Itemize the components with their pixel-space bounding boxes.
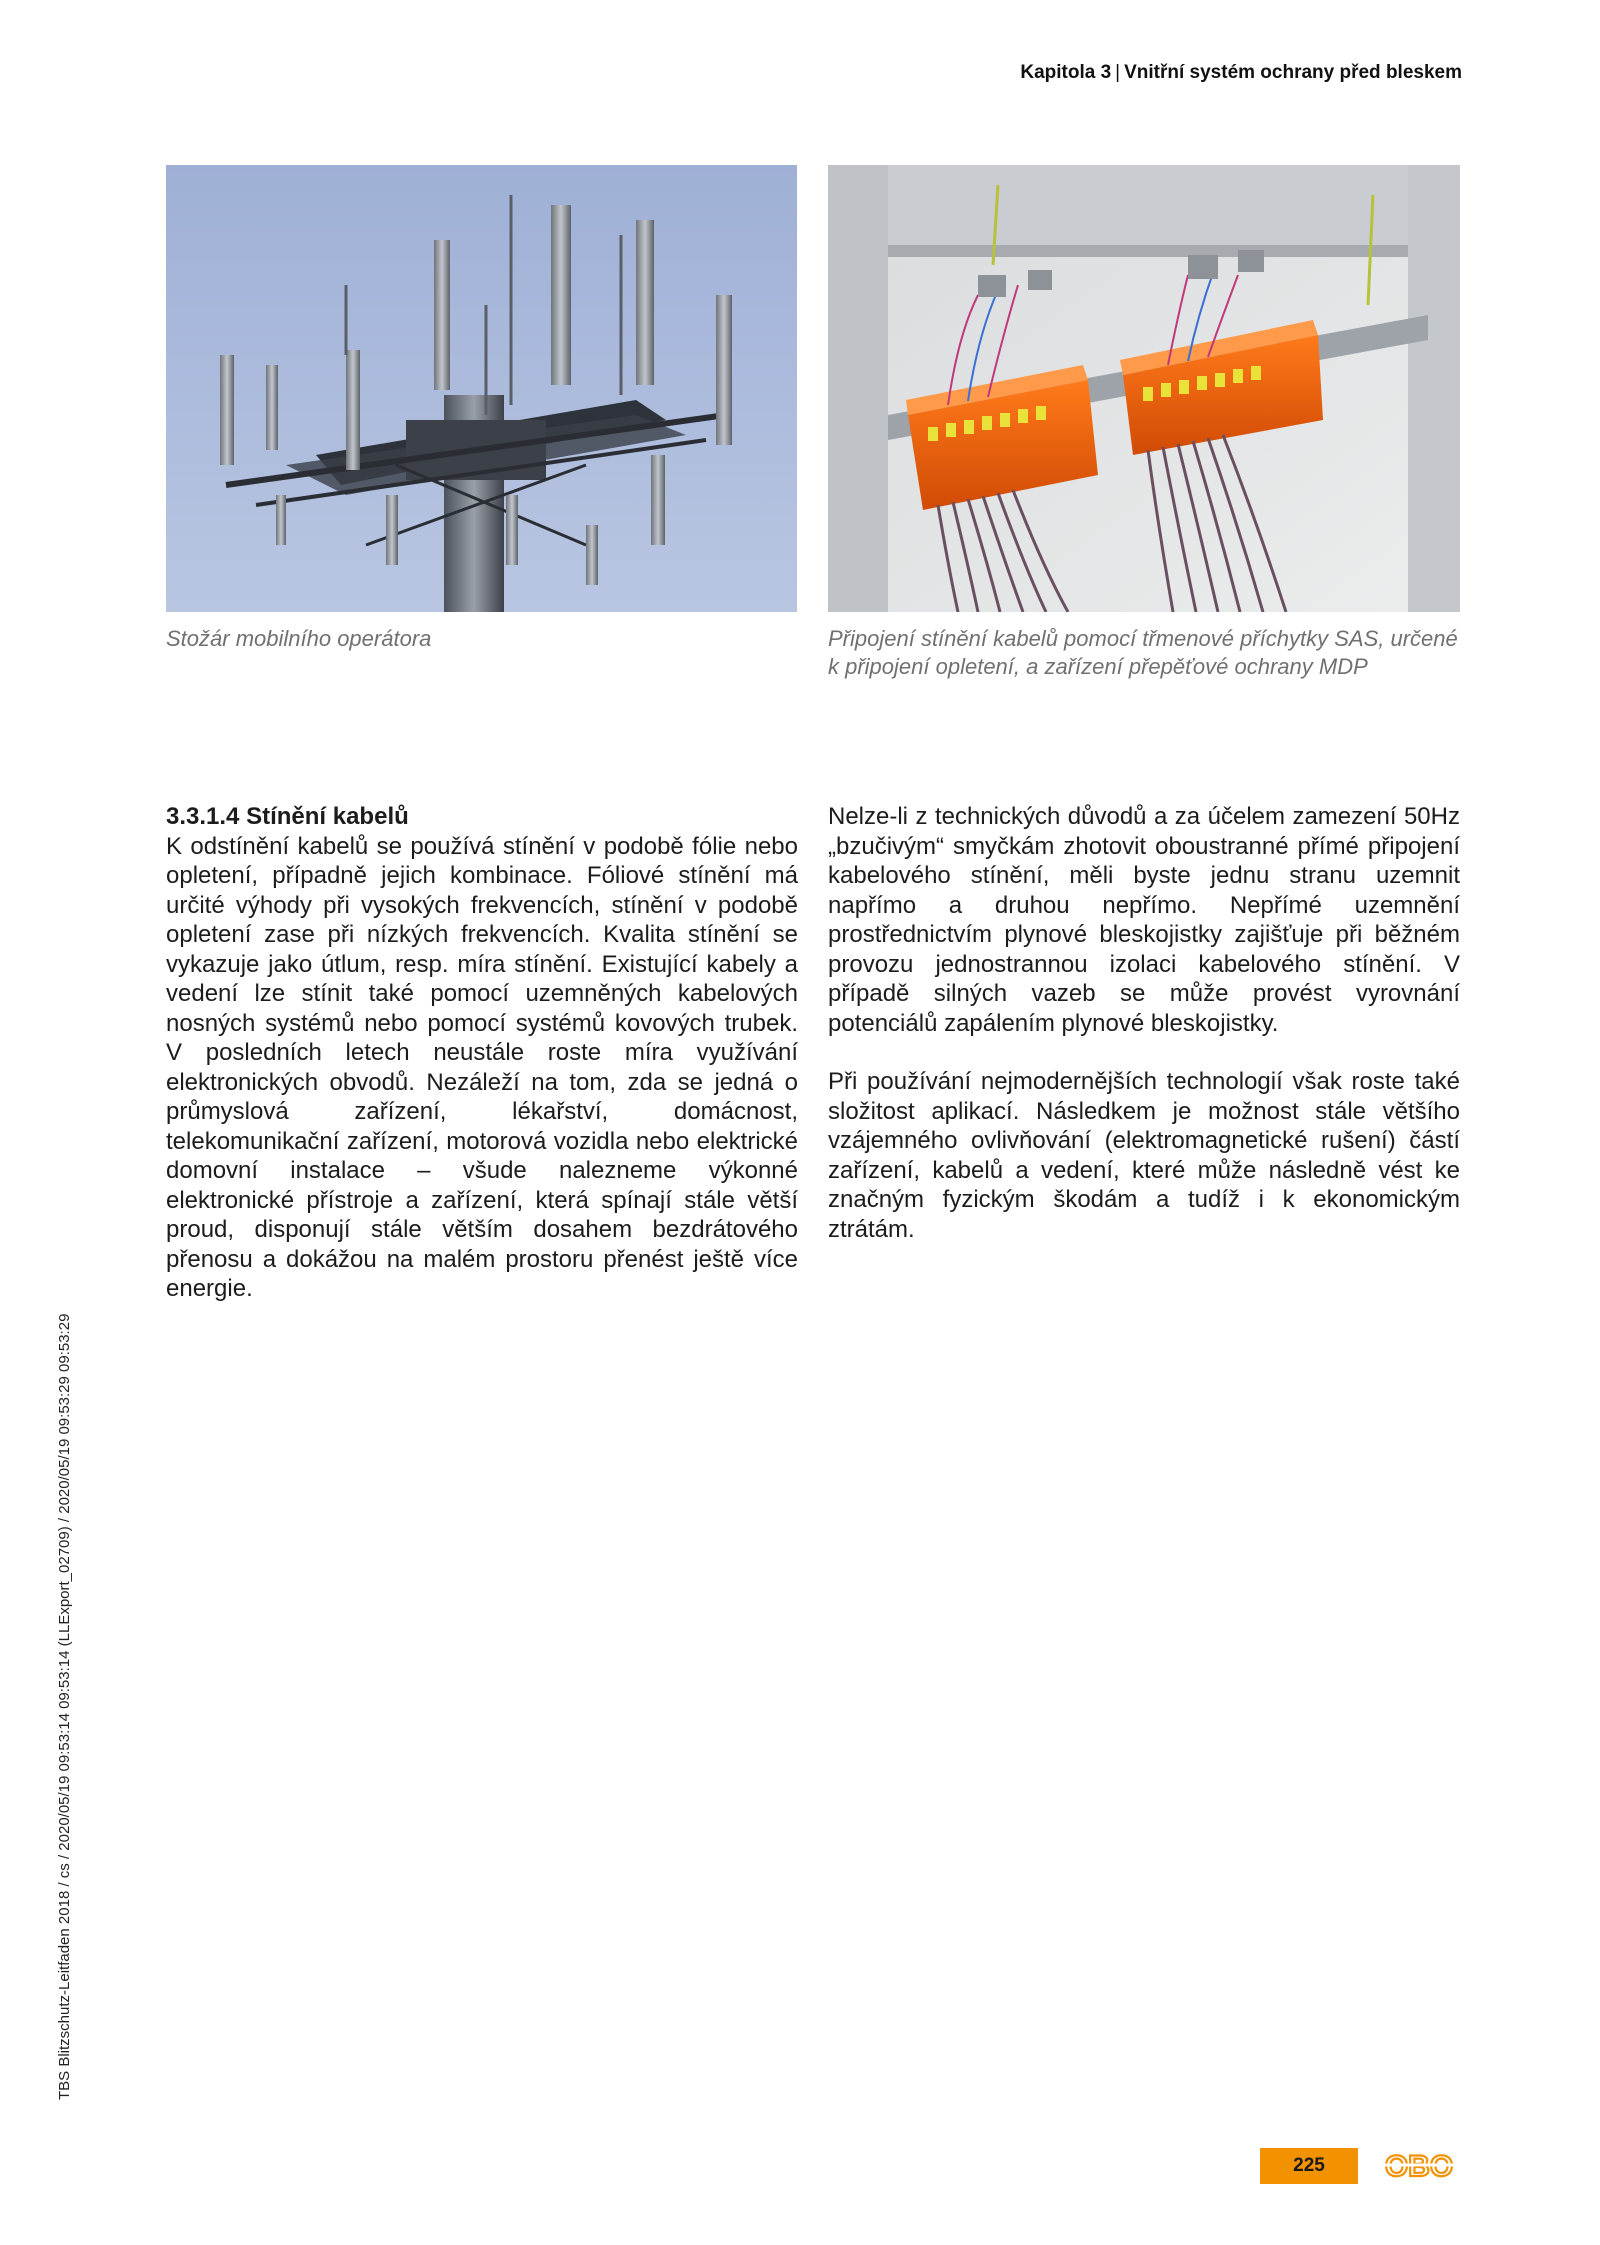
header-separator: | [1115,62,1121,83]
obo-logo [1379,2146,1459,2186]
text-column-left [166,802,798,1304]
figure-caption-right: Připojení stínění kabelů pomocí třmenové příchytky SAS, určené k připojení opletení, a zařízení přepěťové ochrany MDP [828,626,1458,679]
print-metadata-sidebar: TBS Blitzschutz-Leitfaden 2018 / cs / 2020/05/19 09:53:14 09:53:14 (LLExport_02709) / 2020/05/19 09:53:29 09:53:29 [56,1313,73,2100]
figure-caption-left: Stožár mobilního operátora [166,626,432,651]
surge-protection-photo [828,165,1460,612]
body-paragraph: K odstínění kabelů se používá stínění v podobě fólie nebo opletení, případně jejich kombinace. Fóliové stínění má určité výhody při vysokých frekvencích, stínění v podobě opletení zase při nízkých frekvencích. Kvalita stínění se vykazuje jako útlum, resp. míra stínění. Existující kabely a vedení lze stínit také pomocí uzemněných kabelových nosných systémů nebo pomocí systémů kovových trubek. V posledních letech neustále roste míra využívání elektronických obvodů. Nezáleží na tom, zda se jedná o průmyslová zařízení, lékařství, domácnost, telekomunikační zařízení, motorová vozidla nebo elektrické domovní instalace – všude nalezneme výkonné elektronické přístroje a zařízení, která spínají stále větší proud, disponují stále větším dosahem bezdrátového přenosu a dokážou na malém prostoru přenést ještě více energie. [166,832,798,1302]
section-heading: 3.3.1.4 Stínění kabelů [166,803,409,830]
page-number: 225 [1260,2148,1358,2184]
body-paragraph: Nelze-li z technických důvodů a za účelem zamezení 50Hz „bzučivým“ smyčkám zhotovit oboustranné přímé připojení kabelového stínění, měli byste jednu stranu uzemnit napřímo a druhou nepřímo. Nepřímé uzemnění prostřednictvím plynové bleskojistky zajišťuje při běžném provozu jednostrannou izolaci kabelového stínění. V případě silných vazeb se může provést vyrovnání potenciálů zapálením plynové bleskojistky. [828,803,1460,1037]
chapter-title: Vnitřní systém ochrany před bleskem [1124,62,1462,83]
svg-text:OBO: OBO [1384,2150,1454,2183]
text-column-right [828,802,1460,1244]
chapter-label: Kapitola 3 [1020,62,1112,83]
page-header [1020,62,1462,84]
body-paragraph: Při používání nejmodernějších technologií však roste také složitost aplikací. Následkem je možnost stále většího vzájemného ovlivňování (elektromagnetické rušení) částí zařízení, kabelů a vedení, které může následně vést ke značným fyzickým škodám a tudíž i k ekonomickým ztrátám. [828,1068,1460,1243]
cell-tower-photo [166,165,797,612]
